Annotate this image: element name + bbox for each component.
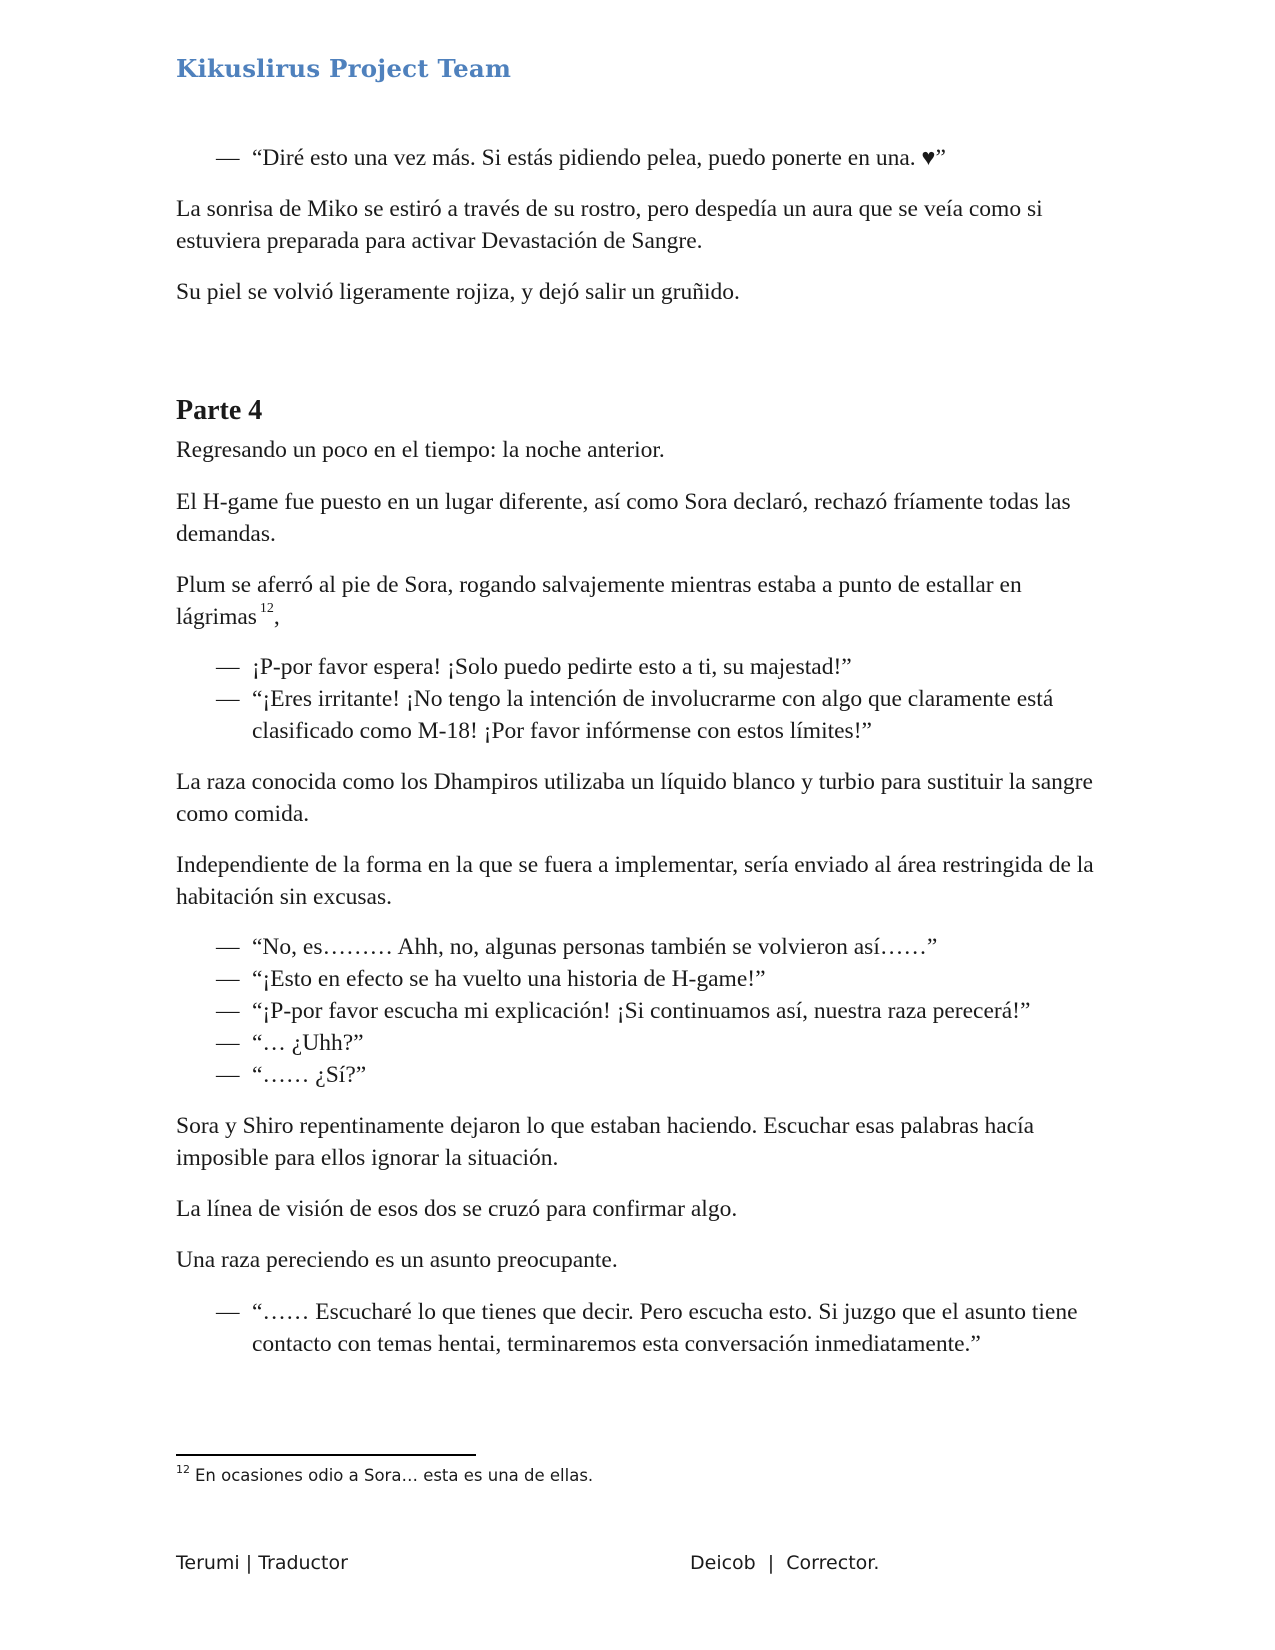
dialogue-line [176,683,1106,747]
dialogue-text: “… ¿Uhh?” [252,1030,364,1056]
paragraph-with-footnote-ref [176,569,1106,637]
paragraph: Una raza pereciendo es un asunto preocupante. [176,1247,618,1273]
dialogue-text: ¡P-por favor espera! ¡Solo puedo pedirte esto a ti, su majestad!” [252,654,852,680]
footer-corrector-credit: Deicob | Corrector. [690,1552,880,1574]
dialogue-dash: — [216,686,240,712]
document-header-title: Kikuslirus Project Team [176,54,512,83]
dialogue-text: “Diré esto una vez más. Si estás pidiendo pelea, puedo ponerte en una. ♥” [252,145,946,171]
footnote-reference: 12 [259,601,274,616]
dialogue-text: “¡Eres irritante! ¡No tengo la intención de involucrarme con algo que claramente está clasificado como M-18! ¡Por favor infórmense con estos límites!” [252,686,1054,744]
paragraph: La sonrisa de Miko se estiró a través de su rostro, pero despedía un aura que se veía como si estuviera preparada para activar Devastación de Sangre. [176,196,1043,254]
dialogue-dash: — [216,1030,240,1056]
dialogue-text: “No, es……… Ahh, no, algunas personas también se volvieron así……” [252,934,938,960]
paragraph: La línea de visión de esos dos se cruzó para confirmar algo. [176,1196,738,1222]
dialogue-dash: — [216,966,240,992]
dialogue-dash: — [216,1299,240,1325]
paragraph: Independiente de la forma en la que se fuera a implementar, sería enviado al área restringida de la habitación sin excusas. [176,852,1094,910]
dialogue-dash: — [216,934,240,960]
dialogue-line [176,1059,1106,1091]
paragraph-text: Plum se aferró al pie de Sora, rogando salvajemente mientras estaba a punto de estallar en lágrimas [176,572,1022,630]
dialogue-list-1 [176,651,1106,747]
dialogue-dash: — [216,654,240,680]
paragraph: El H-game fue puesto en un lugar diferente, así como Sora declaró, rechazó fríamente todas las demandas. [176,489,1071,547]
footer-translator-credit: Terumi | Traductor [176,1552,348,1574]
dialogue-text: “…… ¿Sí?” [252,1062,367,1088]
paragraph: Regresando un poco en el tiempo: la noche anterior. [176,437,665,463]
dialogue-line [176,1027,1106,1059]
dialogue-list-3 [176,1296,1106,1360]
dialogue-line [176,1296,1106,1360]
dialogue-line [176,651,1106,683]
section-heading: Parte 4 [176,395,263,426]
paragraph: La raza conocida como los Dhampiros utilizaba un líquido blanco y turbio para sustituir la sangre como comida. [176,769,1093,827]
footnote-text: En ocasiones odio a Sora… esta es una de ellas. [195,1466,594,1485]
paragraph: Sora y Shiro repentinamente dejaron lo que estaban haciendo. Escuchar esas palabras hacía imposible para ellos ignorar la situación. [176,1113,1035,1171]
dialogue-line [176,963,1106,995]
footnote-number: 12 [176,1463,190,1476]
dialogue-list-2 [176,931,1106,1091]
dialogue-dash: — [216,145,240,171]
paragraph-text-tail: , [273,604,280,630]
dialogue-text: “¡Esto en efecto se ha vuelto una historia de H-game!” [252,966,766,992]
footnote-separator [176,1454,476,1456]
footnote [176,1463,594,1485]
dialogue-line [176,142,1106,174]
dialogue-dash: — [216,1062,240,1088]
dialogue-line [176,931,1106,963]
dialogue-text: “…… Escucharé lo que tienes que decir. Pero escucha esto. Si juzgo que el asunto tiene contacto con temas hentai, terminaremos esta conversación inmediatamente.” [252,1299,1078,1357]
dialogue-list-intro [176,142,1106,174]
dialogue-text: “¡P-por favor escucha mi explicación! ¡Si continuamos así, nuestra raza perecerá!” [252,998,1031,1024]
dialogue-dash: — [216,998,240,1024]
paragraph: Su piel se volvió ligeramente rojiza, y dejó salir un gruñido. [176,279,740,305]
dialogue-line [176,995,1106,1027]
